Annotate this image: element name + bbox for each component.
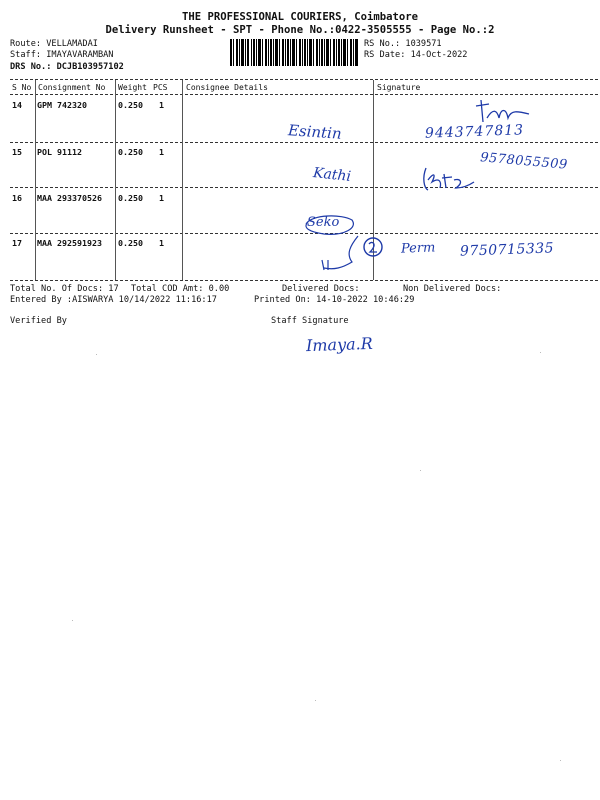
column-divider [35,80,36,280]
row-weight: 0.250 [118,193,143,203]
column-header-consignee: Consignee Details [186,83,268,92]
receiver-signature-scrawl [316,232,386,276]
row-weight: 0.250 [118,238,143,248]
scan-speck [315,700,316,701]
receiver-signature-scrawl [473,96,533,126]
receiver-phone-number: 9443747813 [424,122,525,142]
staff-label: Staff: IMAYAVARAMBAN [10,50,114,60]
row-consignment-no: MAA 292591923 [37,238,102,248]
consignee-handwritten-name: Kathi [312,165,352,185]
row-weight: 0.250 [118,147,143,157]
column-header-signature: Signature [377,83,421,92]
runsheet-subtitle: Delivery Runsheet - SPT - Phone No.:0422-3505555 - Page No.:2 [105,24,495,36]
receiver-phone-number: 9750715335 [459,240,555,260]
column-header-sno: S No [12,83,32,92]
row-pcs: 1 [159,100,164,110]
scan-speck [72,620,73,621]
table-top-rule [10,79,598,80]
consignee-handwritten-name: Esintin [287,121,343,143]
column-header-consignment: Consignment No [38,83,106,92]
printed-on: Printed On: 14-10-2022 10:46:29 [254,295,415,305]
delivered-docs: Delivered Docs: [282,284,360,294]
row-serial: 16 [12,193,22,203]
table-header-rule [10,94,598,95]
scan-speck [96,354,97,355]
route-label: Route: VELLAMADAI [10,39,98,49]
column-header-pcs: PCS [153,83,168,92]
column-header-weight: Weight [118,83,147,92]
entered-by: Entered By :AISWARYA 10/14/2022 11:16:17 [10,295,217,305]
row-weight: 0.250 [118,100,143,110]
staff-handwritten-signature: Imaya.R [305,333,374,356]
drs-number: DRS No.: DCJB103957102 [10,62,124,72]
row-divider [10,187,598,188]
row-consignment-no: GPM 742320 [37,100,87,110]
row-consignment-no: POL 91112 [37,147,82,157]
scan-speck [540,352,541,353]
rs-date: RS Date: 14-Oct-2022 [364,50,468,60]
table-bottom-rule [10,280,598,281]
column-divider [182,80,183,280]
staff-signature-label: Staff Signature [271,316,349,326]
verified-by-label: Verified By [10,316,67,326]
column-divider [115,80,116,280]
row-consignment-no: MAA 293370526 [37,193,102,203]
receiver-signature-scrawl [420,166,480,192]
scan-speck [560,760,561,761]
row-pcs: 1 [159,238,164,248]
row-pcs: 1 [159,147,164,157]
row-divider [10,142,598,143]
company-title: THE PROFESSIONAL COURIERS, Coimbatore [182,11,418,23]
row-serial: 15 [12,147,22,157]
receiver-phone-number: 9578055509 [479,150,569,173]
total-docs: Total No. Of Docs: 17 [10,284,119,294]
barcode-image [230,39,358,66]
receiver-handwritten-name: Perm [400,240,436,257]
consignee-handwritten-name: Seko [307,215,340,230]
row-serial: 14 [12,100,22,110]
scan-speck [420,470,421,471]
total-cod-amount: Total COD Amt: 0.00 [131,284,230,294]
row-serial: 17 [12,238,22,248]
non-delivered-docs: Non Delivered Docs: [403,284,502,294]
row-pcs: 1 [159,193,164,203]
rs-number: RS No.: 1039571 [364,39,442,49]
